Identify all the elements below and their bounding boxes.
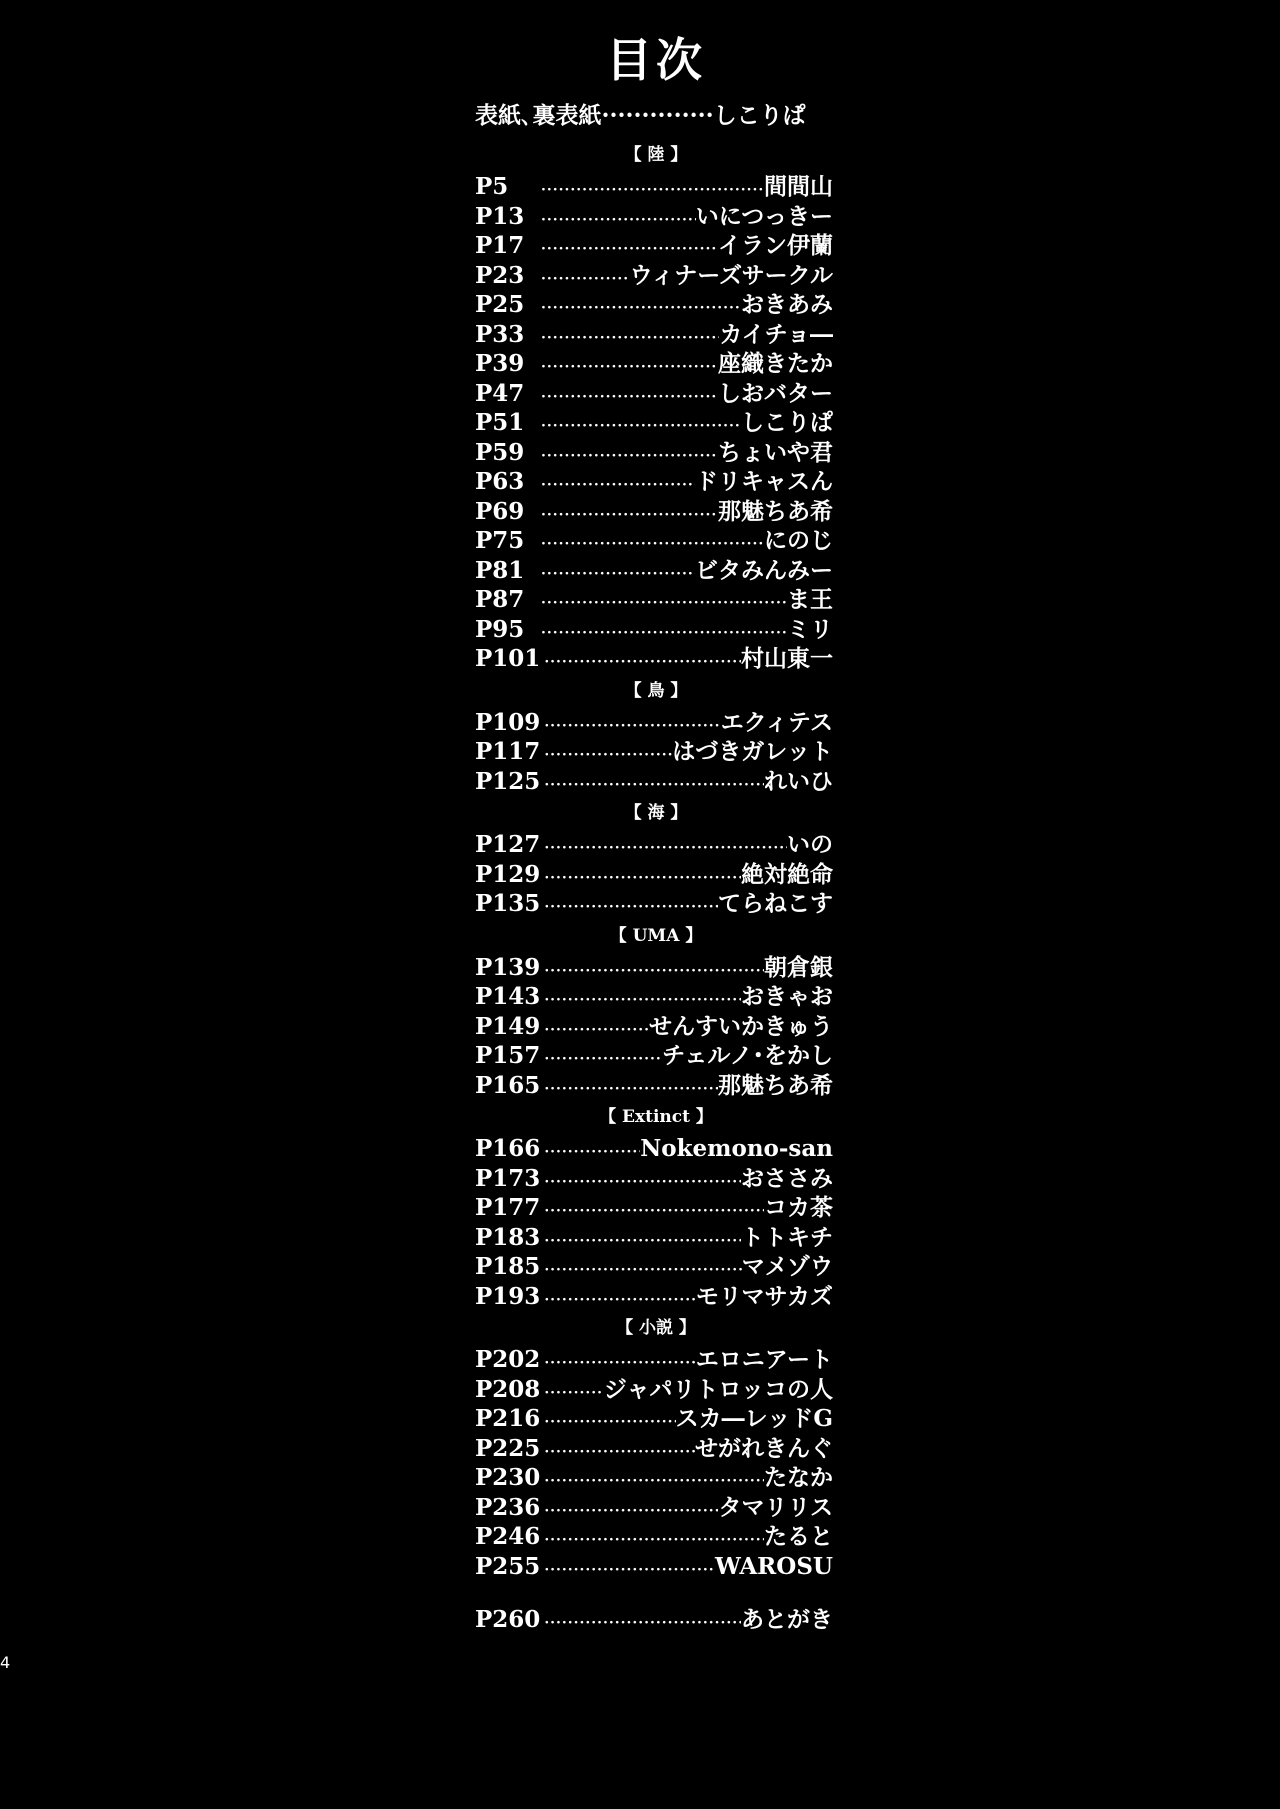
dot-leader [540, 893, 718, 923]
entry-author: ちょいや君 [718, 438, 833, 466]
entry-author: ドリキャスん [695, 468, 833, 495]
toc-entry[interactable] [475, 830, 833, 860]
entry-author: WAROSU [714, 1552, 833, 1580]
entry-page-number: P236 [475, 1493, 541, 1521]
toc-entry[interactable] [475, 982, 833, 1012]
entry-page-number: P109 [475, 708, 541, 736]
entry-author: ウィナーズサークル [629, 261, 833, 289]
dot-leader [540, 1556, 715, 1586]
toc-entry[interactable] [475, 556, 833, 586]
entry-author: コカ茶 [764, 1194, 833, 1221]
entry-author: 那魅ちあ希 [718, 497, 833, 525]
toc-entry[interactable] [475, 860, 833, 890]
entry-page-number: P185 [475, 1253, 541, 1280]
entry-page-number: P173 [475, 1164, 541, 1192]
toc-entry[interactable] [475, 1345, 833, 1375]
entry-page-number: P125 [475, 767, 541, 795]
toc-entry[interactable] [475, 1552, 833, 1582]
entry-author: チェルノ･をかし [662, 1042, 833, 1069]
entry-page-number: P69 [475, 497, 525, 525]
entry-page-number: P143 [475, 983, 541, 1010]
entry-page-number: P216 [475, 1405, 541, 1432]
toc-entry[interactable] [475, 231, 833, 261]
toc-entry[interactable] [475, 1071, 833, 1101]
entry-author: 絶対絶命 [741, 860, 833, 888]
entry-author: せんすいかきゅう [649, 1012, 833, 1040]
entry-page-number: P51 [475, 409, 525, 436]
dot-leader [540, 771, 764, 801]
entry-page-number: P157 [475, 1042, 541, 1069]
toc-entry[interactable] [475, 1404, 833, 1434]
entry-page-number: P101 [475, 645, 541, 672]
entry-author: エロニアート [695, 1346, 833, 1373]
toc-entry[interactable] [475, 1223, 833, 1253]
section-header: 【 UMA 】 [609, 925, 703, 946]
toc-entry[interactable] [475, 1164, 833, 1194]
entry-author: にのじ [764, 527, 833, 554]
entry-author: タマリリス [718, 1493, 833, 1521]
entry-page-number: P39 [475, 350, 525, 377]
cover-credit-line [475, 100, 835, 132]
toc-entry[interactable] [475, 261, 833, 291]
cover-author: しこりぱ [713, 102, 806, 129]
entry-author: おきゃお [741, 983, 833, 1010]
entry-page-number: P129 [475, 860, 541, 888]
toc-entry[interactable] [475, 708, 833, 738]
entry-page-number: P149 [475, 1012, 541, 1040]
entry-page-number: P117 [475, 738, 541, 765]
entry-author: イラン伊蘭 [718, 232, 833, 259]
entry-page-number: P33 [475, 320, 525, 348]
entry-author: 間間山 [764, 173, 833, 200]
cover-label: 表紙､裏表紙 [475, 102, 602, 129]
toc-entry[interactable] [475, 202, 833, 232]
entry-author: あとがき [741, 1606, 833, 1633]
entry-author: ビタみんみー [695, 556, 833, 584]
entry-page-number: P59 [475, 438, 525, 466]
entry-author: ジャパリトロッコの人 [603, 1375, 833, 1403]
entry-author: たなか [764, 1464, 833, 1491]
entry-page-number: P5 [475, 173, 509, 200]
entry-page-number: P183 [475, 1223, 541, 1251]
entry-page-number: P95 [475, 615, 525, 643]
toc-entry[interactable] [475, 1041, 833, 1071]
entry-author: てらねこす [718, 890, 833, 917]
toc-entry[interactable] [475, 438, 833, 468]
dot-leader [540, 1609, 741, 1639]
entry-page-number: P165 [475, 1071, 541, 1099]
entry-page-number: P255 [475, 1552, 541, 1580]
entry-author: スカ―レッドG [675, 1405, 833, 1432]
section-header: 【 鳥 】 [624, 680, 688, 701]
table-of-contents [0, 138, 1280, 1635]
toc-entry[interactable] [475, 349, 833, 379]
entry-page-number: P47 [475, 379, 525, 407]
entry-author: 那魅ちあ希 [718, 1071, 833, 1099]
entry-page-number: P13 [475, 202, 525, 230]
entry-author: おきあみ [741, 291, 833, 318]
entry-author: いにつっきー [695, 202, 833, 230]
toc-entry[interactable] [475, 644, 833, 674]
toc-entry[interactable] [475, 408, 833, 438]
entry-author: せがれきんぐ [695, 1434, 833, 1462]
entry-author: いの [787, 831, 833, 858]
page-title: 目次 [606, 33, 706, 87]
entry-page-number: P193 [475, 1282, 541, 1310]
entry-author: マメゾウ [741, 1253, 833, 1280]
entry-author: Nokemono-san [640, 1135, 833, 1162]
section-header: 【 陸 】 [624, 145, 688, 165]
toc-entry[interactable] [475, 1522, 833, 1552]
toc-entry[interactable] [475, 526, 833, 556]
entry-author: 座織きたか [718, 350, 833, 377]
toc-entry[interactable] [475, 889, 833, 919]
cover-leader: ·············· [601, 102, 714, 129]
entry-author: エクィテス [720, 708, 833, 736]
dot-leader [540, 1286, 696, 1316]
toc-entry[interactable] [475, 767, 833, 797]
entry-page-number: P127 [475, 831, 541, 858]
entry-page-number: P25 [475, 291, 525, 318]
entry-author: たると [764, 1523, 833, 1550]
entry-author: ミリ [787, 615, 833, 643]
entry-page-number: P81 [475, 556, 525, 584]
toc-entry[interactable] [475, 467, 833, 497]
toc-entry[interactable] [475, 1434, 833, 1464]
entry-page-number: P177 [475, 1194, 541, 1221]
entry-author: しこりぱ [741, 409, 833, 436]
section-header: 【 Extinct 】 [599, 1107, 713, 1127]
entry-page-number: P208 [475, 1375, 541, 1403]
toc-entry[interactable] [475, 290, 833, 320]
entry-page-number: P75 [475, 527, 525, 554]
entry-page-number: P135 [475, 890, 541, 917]
dot-leader [540, 648, 741, 678]
toc-entry[interactable] [475, 1282, 833, 1312]
entry-author: トトキチ [741, 1223, 833, 1251]
entry-author: 朝倉銀 [764, 953, 833, 981]
toc-entry[interactable] [475, 320, 833, 350]
toc-entry[interactable] [475, 953, 833, 983]
toc-entry[interactable] [475, 172, 833, 202]
section-header: 【 小説 】 [616, 1318, 696, 1338]
toc-entry[interactable] [475, 379, 833, 409]
entry-page-number: P260 [475, 1606, 541, 1633]
entry-author: ま王 [787, 586, 833, 613]
entry-page-number: P225 [475, 1434, 541, 1462]
toc-entry[interactable] [475, 1463, 833, 1493]
entry-author: おささみ [741, 1164, 833, 1192]
toc-entry[interactable] [475, 585, 833, 615]
entry-page-number: P166 [475, 1135, 541, 1162]
page-number: 4 [0, 1653, 11, 1672]
toc-entry[interactable] [475, 1375, 833, 1405]
entry-page-number: P202 [475, 1346, 541, 1373]
entry-page-number: P63 [475, 468, 525, 495]
section-header: 【 海 】 [624, 803, 688, 823]
entry-page-number: P17 [475, 232, 525, 259]
entry-author: れいひ [764, 767, 833, 795]
entry-page-number: P23 [475, 261, 525, 289]
toc-entry[interactable] [475, 737, 833, 767]
entry-page-number: P87 [475, 586, 525, 613]
toc-entry[interactable] [475, 1193, 833, 1223]
entry-author: はづきガレット [672, 738, 833, 765]
entry-author: 村山東一 [741, 645, 833, 672]
toc-entry[interactable] [475, 1012, 833, 1042]
entry-author: モリマサカズ [695, 1282, 833, 1310]
toc-entry-afterword[interactable] [475, 1605, 833, 1635]
toc-entry[interactable] [475, 615, 833, 645]
entry-author: しおバター [718, 379, 833, 407]
toc-entry[interactable] [475, 1134, 833, 1164]
dot-leader [540, 1075, 718, 1105]
entry-page-number: P139 [475, 953, 541, 981]
toc-entry[interactable] [475, 1252, 833, 1282]
toc-entry[interactable] [475, 497, 833, 527]
entry-author: カイチョ― [719, 320, 833, 348]
toc-entry[interactable] [475, 1493, 833, 1523]
entry-page-number: P246 [475, 1523, 541, 1550]
entry-page-number: P230 [475, 1464, 541, 1491]
